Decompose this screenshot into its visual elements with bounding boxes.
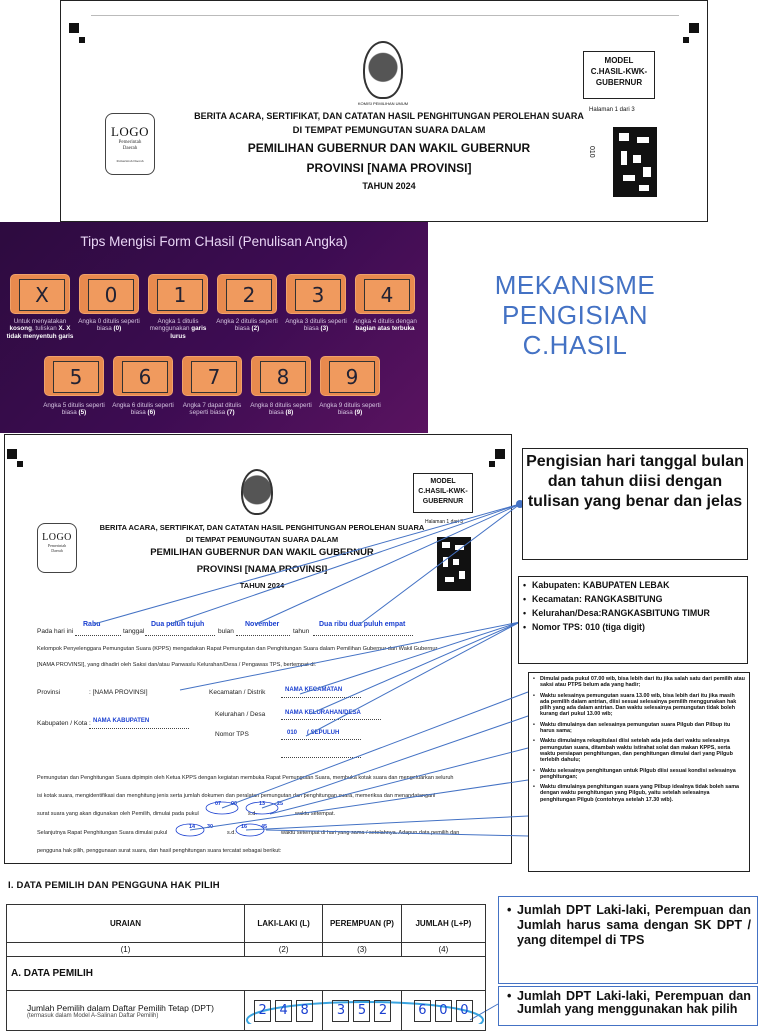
logo-sub: Daerah bbox=[51, 548, 63, 553]
header-laki: LAKI-LAKI (L) bbox=[245, 905, 323, 943]
count-start-hour: 14 bbox=[189, 824, 196, 830]
doc-title-line: BERITA ACARA, SERTIFIKAT, DAN CATATAN HASIL PENGHITUNGAN PEROLEHAN SUARA bbox=[194, 111, 584, 121]
tip-glyph: 1 bbox=[157, 279, 203, 311]
section-a: A. DATA PEMILIH bbox=[7, 957, 486, 991]
digit: 2 bbox=[374, 1000, 391, 1022]
doc-title-line: DI TEMPAT PEMUNGUTAN SUARA DALAM bbox=[292, 125, 486, 136]
value-kelurahan: NAMA KELURAHAN/DESA bbox=[285, 710, 361, 716]
time-start-hour: 07 bbox=[215, 801, 222, 807]
caption-text: Angka 5 ditulis seperti biasa bbox=[43, 402, 105, 417]
digit: 6 bbox=[414, 1000, 431, 1022]
label-kecamatan: Kecamatan / Distrik bbox=[209, 689, 266, 696]
tip-glyph: 7 bbox=[191, 361, 237, 393]
count-end-hour: 16 bbox=[241, 824, 248, 830]
value-kabupaten: NAMA KABUPATEN bbox=[93, 718, 150, 724]
label-pada-hari-ini: Pada hari ini bbox=[37, 628, 74, 635]
doc-title-line: PROVINSI [NAMA PROVINSI] bbox=[196, 564, 328, 575]
label-tahun: tahun bbox=[293, 628, 310, 635]
paragraph-kpps-2: [NAMA PROVINSI], yang dihadiri oleh Saksi dan/atau Panwaslu Kelurahan/Desa / Pengawas TPS, bertempat di: bbox=[37, 662, 317, 668]
col-number: (1) bbox=[7, 943, 245, 957]
heading-line: C.HASIL bbox=[522, 330, 628, 360]
label-sd: s.d. bbox=[248, 811, 257, 817]
annotation-dpt-2 bbox=[498, 986, 758, 1026]
location-item: • Kabupaten: KABUPATEN LEBAK bbox=[523, 580, 743, 591]
value-tahun: Dua ribu dua puluh empat bbox=[319, 621, 406, 628]
page-info: Halaman 1 dari 3 bbox=[589, 107, 635, 113]
annotation-text: • Jumlah DPT Laki-laki, Perempuan dan Jumlah harus sama dengan SK DPT / yang ditempel di TPS bbox=[507, 903, 751, 948]
logo-text: LOGO bbox=[110, 124, 150, 139]
logo-text: LOGO bbox=[42, 532, 72, 543]
caption-bold: (0) bbox=[113, 325, 122, 333]
caption-bold: (8) bbox=[285, 409, 294, 417]
location-item: • Kecamatan: RANGKASBITUNG bbox=[523, 594, 743, 605]
count-end-minute: 45 bbox=[261, 824, 268, 830]
label-tanggal: tanggal bbox=[123, 628, 145, 635]
model-text: C.HASIL-KWK- bbox=[418, 488, 468, 495]
doc-title-line: PEMILIHAN GUBERNUR DAN WAKIL GUBERNUR bbox=[247, 141, 531, 155]
caption-bold: garis lurus bbox=[170, 325, 207, 340]
annotation-date bbox=[522, 448, 748, 560]
logo-sub: Pemerintah bbox=[118, 140, 142, 145]
caption-bold: X. X tidak menyentuh garis bbox=[6, 325, 74, 340]
tip-glyph: 4 bbox=[364, 279, 410, 311]
paragraph-kpps: Kelompok Penyelenggara Pemungutan Suara (KPPS) mengadakan Rapat Pemungutan dan Penghitungan Suara dalam Pemilihan Gubernur dan Wakil Gubernur bbox=[37, 646, 438, 652]
label-kelurahan: Kelurahan / Desa bbox=[215, 711, 266, 718]
count-start-minute: 30 bbox=[207, 824, 214, 830]
qr-side-text: 010 bbox=[588, 146, 595, 158]
caption-bold: (6) bbox=[147, 409, 156, 417]
cell-laki bbox=[245, 991, 323, 1031]
time-item: • Waktu dimulainya rekapitulasi diisi setelah ada jeda dari waktu selesainya pemungutan suara, ditambah waktu istirahat solat dan makan KPPS, serta waktu persiapan penghitungan, dan penghitungan dimulai dari yang Pilgub terlebih dahulu; bbox=[533, 738, 745, 763]
doc-title-line: PROVINSI [NAMA PROVINSI] bbox=[306, 161, 472, 175]
row-sublabel: (termasuk dalam Model A-Salinan Daftar Pemilih) bbox=[27, 1012, 159, 1019]
caption-bold: (9) bbox=[354, 409, 363, 417]
tip-glyph: X bbox=[19, 279, 65, 311]
caption-bold: (7) bbox=[226, 409, 235, 417]
model-text: MODEL bbox=[604, 56, 634, 65]
tips-title: Tips Mengisi Form CHasil (Penulisan Angka) bbox=[80, 234, 348, 249]
label-nomor-tps: Nomor TPS bbox=[215, 731, 249, 738]
caption-text: Angka 3 ditulis seperti biasa bbox=[285, 318, 347, 333]
model-text: GUBERNUR bbox=[422, 498, 464, 505]
caption-text: Angka 2 ditulis seperti biasa bbox=[216, 318, 278, 333]
annotation-text: • Jumlah DPT Laki-laki, Perempuan dan Jumlah yang menggunakan hak pilih bbox=[507, 990, 751, 1016]
page-info: Halaman 1 dari 3 bbox=[425, 519, 464, 525]
label-waktu: waktu setempat. bbox=[295, 811, 336, 817]
time-item: • Dimulai pada pukul 07.00 wib, bisa lebih dari itu jika salah satu dari pemilih atau saksi atau PTPS belum ada yang hadir; bbox=[533, 676, 745, 689]
caption-text: Angka 4 ditulis dengan bbox=[353, 318, 417, 325]
paragraph-pemungutan-3: surat suara yang akan digunakan oleh Pemilih, dimulai pada pukul bbox=[37, 811, 199, 817]
label-sd: s.d. bbox=[227, 830, 236, 836]
annotation-time bbox=[528, 672, 750, 872]
tip-glyph: 0 bbox=[88, 279, 134, 311]
paragraph-penghitungan-2: waktu setempat di hari yang sama / setelahnya. Adapun data pemilih dan bbox=[281, 830, 460, 836]
paragraph-pemungutan: Pemungutan dan Penghitungan Suara dipimpin oleh Ketua KPPS dengan kegiatan membuka Rapat Pemungutan Suara, membuka kotak suara dan mengeluarkan seluruh bbox=[37, 775, 454, 781]
digit: 0 bbox=[435, 1000, 452, 1022]
tip-glyph: 6 bbox=[122, 361, 168, 393]
tip-glyph: 5 bbox=[53, 361, 99, 393]
label-provinsi: Provinsi bbox=[37, 689, 61, 696]
doc-title-line: TAHUN 2024 bbox=[362, 181, 416, 191]
value-kecamatan: NAMA KECAMATAN bbox=[285, 687, 343, 693]
logo-sub: Pemerintah Daerah bbox=[116, 159, 144, 163]
col-number: (4) bbox=[401, 943, 485, 957]
label-kabupaten: Kabupaten / Kota : bbox=[37, 720, 91, 727]
time-start-minute: 00 bbox=[231, 801, 238, 807]
tip-glyph: 3 bbox=[295, 279, 341, 311]
value-tps-words: ( SEPULUH bbox=[307, 730, 340, 736]
tip-glyph: 9 bbox=[329, 361, 375, 393]
caption-text: Angka 1 ditulis menggunakan bbox=[149, 318, 199, 333]
header-uraian: URAIAN bbox=[7, 905, 245, 943]
model-text: GUBERNUR bbox=[595, 78, 643, 87]
time-item: • Waktu selesainya penghitungan untuk Pilgub diisi sesuai kondisi selesainya penghitungan; bbox=[533, 768, 745, 781]
seal-caption: KOMISI PEMILIHAN UMUM bbox=[357, 101, 409, 106]
time-item: • Waktu dimulainya penghitungan suara yang Pilbup idealnya tidak boleh sama dengan waktu penghitungan yang Pilgub, yaitu setelah selesainya penghitungan Pilgub (contohnya setelah 17.30 wib). bbox=[533, 784, 745, 803]
paragraph-penghitungan: Selanjutnya Rapat Penghitungan Suara dimulai pukul bbox=[37, 830, 168, 836]
paragraph-pemungutan-2: isi kotak suara, mengidentifikasi dan menghitung jenis serta jumlah dokumen dan peralatan pemungutan dan penghitungan suara, memeriksa dan menandatangani bbox=[37, 793, 436, 799]
caption-bold: kosong bbox=[9, 325, 32, 333]
time-item: • Waktu dimulainya dan selesainya pemungutan suara Pilgub dan Pilbup itu harus sama; bbox=[533, 722, 745, 735]
doc-title-line: DI TEMPAT PEMUNGUTAN SUARA DALAM bbox=[185, 535, 339, 544]
row-label: Jumlah Pemilih dalam Daftar Pemilih Tetap (DPT) bbox=[27, 1002, 214, 1013]
annotation-dpt bbox=[498, 896, 758, 984]
digit: 5 bbox=[353, 1000, 370, 1022]
value-hari: Rabu bbox=[83, 621, 101, 628]
heading-line: MEKANISME bbox=[494, 270, 656, 300]
cell-perempuan bbox=[323, 991, 402, 1031]
caption-bold: (5) bbox=[78, 409, 87, 417]
time-end-minute: 25 bbox=[277, 801, 284, 807]
caption-text: Untuk menyatakan bbox=[13, 318, 67, 325]
annotation-text: Pengisian hari tanggal bulan dan tahun diisi dengan tulisan yang benar dan jelas bbox=[526, 453, 744, 510]
col-number: (3) bbox=[323, 943, 402, 957]
value-tps: 010 bbox=[287, 730, 298, 736]
doc-title-line: BERITA ACARA, SERTIFIKAT, DAN CATATAN HASIL PENGHITUNGAN PEROLEHAN SUARA bbox=[99, 523, 425, 532]
caption-text: Angka 8 ditulis seperti biasa bbox=[250, 402, 312, 417]
heading-line: PENGISIAN bbox=[501, 300, 649, 330]
location-item: • Nomor TPS: 010 (tiga digit) bbox=[523, 622, 743, 633]
section-title: I. DATA PEMILIH DAN PENGGUNA HAK PILIH bbox=[8, 880, 220, 891]
caption-text: Angka 0 ditulis seperti biasa bbox=[78, 318, 140, 333]
caption-text: , tuliskan bbox=[31, 325, 57, 333]
row-dpt bbox=[7, 991, 245, 1031]
annotation-location bbox=[518, 576, 748, 664]
model-text: C.HASIL-KWK- bbox=[590, 67, 648, 76]
value-tanggal: Dua puluh tujuh bbox=[151, 621, 205, 628]
doc-title-line: TAHUN 2024 bbox=[239, 581, 285, 590]
col-number: (2) bbox=[245, 943, 323, 957]
model-text: MODEL bbox=[430, 478, 456, 485]
value-provinsi: : [NAMA PROVINSI] bbox=[89, 689, 148, 696]
value-bulan: November bbox=[245, 621, 280, 628]
digit: 3 bbox=[332, 1000, 349, 1022]
digit: 0 bbox=[456, 1000, 473, 1022]
label-bulan: bulan bbox=[218, 628, 234, 635]
paragraph-penghitungan-3: pengguna hak pilih, penggunaan surat suara, dan hasil penghitungan suara tercatat sebagai berikut: bbox=[37, 848, 282, 854]
digit: 4 bbox=[275, 1000, 292, 1022]
location-item: • Kelurahan/Desa:RANGKASBITUNG TIMUR bbox=[523, 608, 743, 619]
digit: 2 bbox=[254, 1000, 271, 1022]
dpt-table bbox=[6, 904, 486, 1031]
logo-sub: Pemerintah bbox=[47, 543, 67, 548]
caption-text: Angka 7 dapat ditulis seperti biasa bbox=[182, 402, 242, 417]
doc-title-line: PEMILIHAN GUBERNUR DAN WAKIL GUBERNUR bbox=[150, 547, 374, 558]
caption-bold: (2) bbox=[251, 325, 260, 333]
caption-bold: (3) bbox=[320, 325, 329, 333]
caption-text: Angka 9 ditulis seperti biasa bbox=[319, 402, 381, 417]
digit: 8 bbox=[296, 1000, 313, 1022]
header-jumlah: JUMLAH (L+P) bbox=[401, 905, 485, 943]
tip-glyph: 8 bbox=[260, 361, 306, 393]
header-perempuan: PEREMPUAN (P) bbox=[323, 905, 402, 943]
cell-jumlah bbox=[401, 991, 485, 1031]
time-end-hour: 13 bbox=[259, 801, 266, 807]
time-item: • Waktu selesainya pemungutan suara 13.00 wib, bisa lebih dari itu jika masih ada pemilih dalam antrian, diisi sesuai selesainya pemilih menggunakan hak pilih yang ada dalam antrian. Dan waktu selesainya pemungutan tidak boleh kurang dari pukul 13.00 wib; bbox=[533, 693, 745, 718]
logo-sub: Daerah bbox=[122, 146, 138, 151]
tip-glyph: 2 bbox=[226, 279, 272, 311]
caption-bold: bagian atas terbuka bbox=[355, 325, 415, 333]
caption-text: Angka 6 ditulis seperti biasa bbox=[112, 402, 174, 417]
